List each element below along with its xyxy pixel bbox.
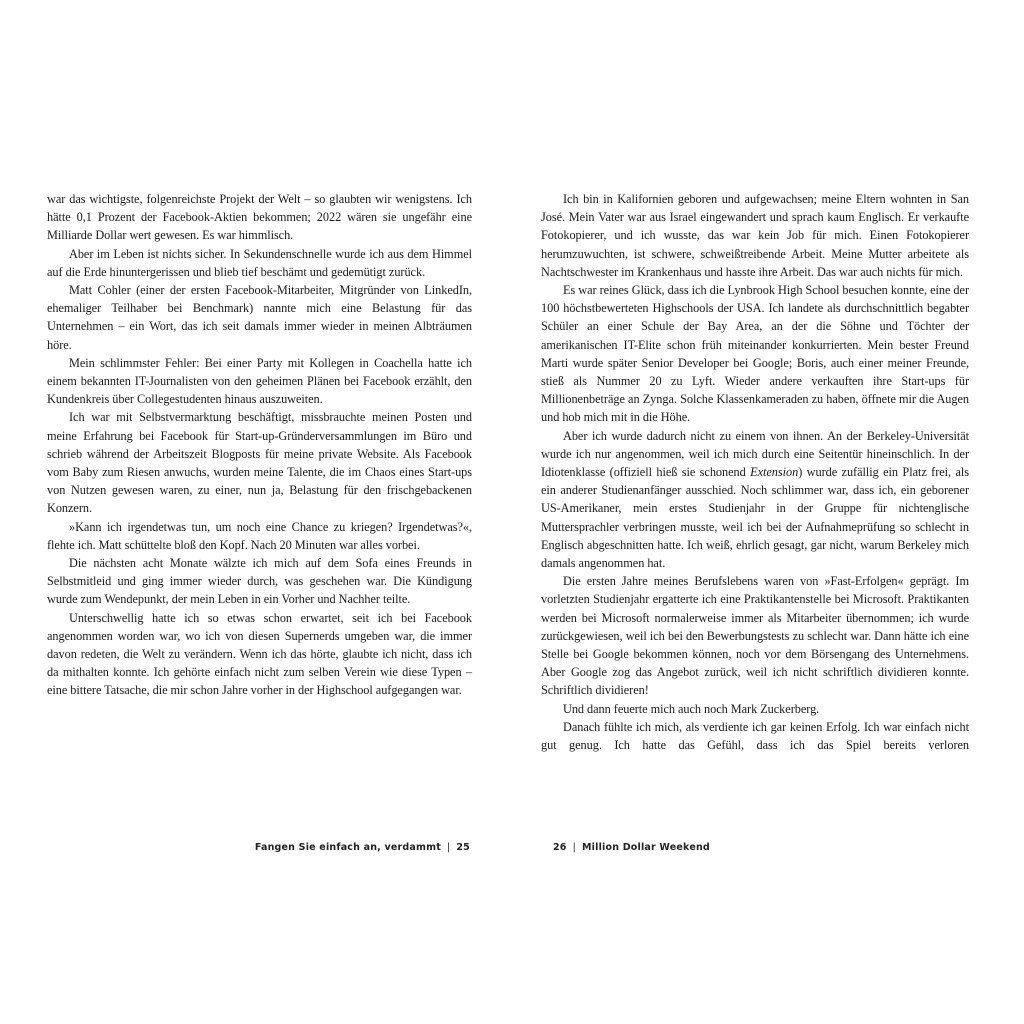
paragraph: Matt Cohler (einer der ersten Facebook-Mitarbeiter, Mitgründer von LinkedIn, ehemaliger Teilhaber bei Benchmark) nannte mich eine Belastung für das Unternehmen – ein Wort, das ich seit damals immer wieder in meinen Albträumen höre. [47,283,472,352]
paragraph: Danach fühlte ich mich, als verdiente ich gar keinen Erfolg. Ich war einfach nicht gut genug. Ich hatte das Gefühl, dass ich das Spiel bereits verloren [541,719,969,753]
right-page-body [541,190,969,754]
paragraph: Die nächsten acht Monate wälzte ich mich auf dem Sofa eines Freunds in Selbstmitleid und ging immer wieder durch, was geschehen war. Die Kündigung wurde zum Wendepunkt, der mein Leben in ein Vorher und Nachher teilte. [47,556,472,607]
paragraph: Ich bin in Kalifornien geboren und aufgewachsen; meine Eltern wohnten in San José. Mein Vater war aus Israel eingewandert und sprach kaum Englisch. Er verkaufte Fotokopierer, und ich wusste, das war kein Job für mich. Einen Fotokopierer herumzuwuchten, ist schwere, schweißtreibende Arbeit. Meine Mutter arbeitete als Nachtschwester im Krankenhaus und hasste ihre Arbeit. Das war auch nichts für mich. [541,192,969,279]
running-footer-left [255,842,470,853]
paragraph: Aber im Leben ist nichts sicher. In Sekundenschnelle wurde ich aus dem Himmel auf die Erde hinuntergerissen und blieb tief beschämt und gedemütigt zurück. [47,246,472,279]
page-number: 25 [456,842,470,853]
paragraph: Mein schlimmster Fehler: Bei einer Party mit Kollegen in Coachella hatte ich einem bekannten IT-Journalisten von den geheimen Plänen bei Facebook erzählt, den Kundenkreis über Collegestudenten hinaus auszuweiten. [47,355,472,407]
footer-separator: | [572,842,577,853]
paragraph: war das wichtigste, folgenreichste Projekt der Welt – so glaubten wir wenigstens. Ich hätte 0,1 Prozent der Facebook-Aktien bekommen; 2022 wären sie ungefähr eine Milliarde Dollar wert gewesen. Es war himmlisch. [47,192,472,243]
paragraph: Aber ich wurde dadurch nicht zu einem von ihnen. An der Berkeley-Universität wurde ich nur angenommen, weil ich mich durch eine Seitentür hineinschlich. In der Idiotenklasse (offiziell hieß sie schonend Extension) wurde zufällig ein Platz frei, als ein anderer Studienanfänger ausschied. Noch schlimmer war, dass ich, ein geborener US-Amerikaner, mein erstes Studienjahr in der Gruppe für nichtenglische Muttersprachler verbringen musste, weil ich bei der Aufnahmeprüfung so schlecht in Englisch abgeschnitten hatte. Ich weiß, ehrlich gesagt, gar nicht, warum Berkeley mich damals angenommen hat. [541,428,969,571]
italic-term: Extension [750,465,799,480]
paragraph: Und dann feuerte mich auch noch Mark Zuckerberg. [563,701,820,716]
paragraph: »Kann ich irgendetwas tun, um noch eine Chance zu kriegen? Irgendetwas?«, flehte ich. Matt schüttelte bloß den Kopf. Nach 20 Minuten war alles vorbei. [47,519,472,552]
footer-separator: | [446,842,451,853]
running-title: Million Dollar Weekend [582,842,710,853]
running-title: Fangen Sie einfach an, verdammt [254,842,441,853]
page-number: 26 [553,842,567,853]
right-page [512,0,1024,1024]
paragraph: Ich war mit Selbstvermarktung beschäftigt, missbrauchte meinen Posten und meine Erfahrung bei Facebook für Start-up-Gründerversammlungen im Büro und schrieb während der Arbeitszeit Blogposts für meine private Website. Als Facebook vom Baby zum Riesen anwuchs, wurden meine Talente, die im Chaos eines Start-ups von Nutzen gewesen waren, zu einer, nun ja, Belastung für den frischgebackenen Konzern. [47,410,472,516]
paragraph: Die ersten Jahre meines Berufslebens waren von »Fast-Erfolgen« geprägt. Im vorletzten Studienjahr ergatterte ich eine Praktikantenstelle bei Microsoft. Praktikanten werden bei Microsoft normalerweise immer als Mitarbeiter übernommen; ich wurde zurückgewiesen, weil ich bei den Bewerbungstests zu schlecht war. Dann hätte ich eine Stelle bei Google bekommen können, noch vor dem Börsengang des Unternehmens. Aber Google zog das Angebot zurück, weil ich nicht schriftlich dividieren konnte. Schriftlich dividieren! [541,574,969,698]
left-page-body [47,190,472,700]
paragraph: Unterschwellig hatte ich so etwas schon erwartet, seit ich bei Facebook angenommen worden war, wo ich von diesen Supernerds umgeben war, die immer davon redeten, die Welt zu verändern. Wenn ich das hörte, glaubte ich nicht, dass ich da mithalten konnte. Ich gehörte einfach nicht zum selben Verein wie diese Typen – eine bittere Tatsache, die mir schon Jahre vorher in der Highschool aufgegangen war. [47,610,472,698]
running-footer-right [553,842,710,853]
paragraph: Es war reines Glück, dass ich die Lynbrook High School besuchen konnte, eine der 100 höchstbewerteten Highschools der USA. Ich landete als durchschnittlich begabter Schüler an einer Schule der Bay Area, an der die Söhne und Töchter der amerikanischen IT-Elite schon früh miteinander konkurrierten. Mein bester Freund Marti wurde später Senior Developer bei Google; Boris, auch einer meiner Freunde, stieß als Nummer 20 zu Lyft. Wieder andere verkauften ihre Start-ups für Millionenbeträge an Zynga. Solche Klassenkameraden zu haben, öffnete mir die Augen und hob mich mit in die Höhe. [541,283,969,425]
